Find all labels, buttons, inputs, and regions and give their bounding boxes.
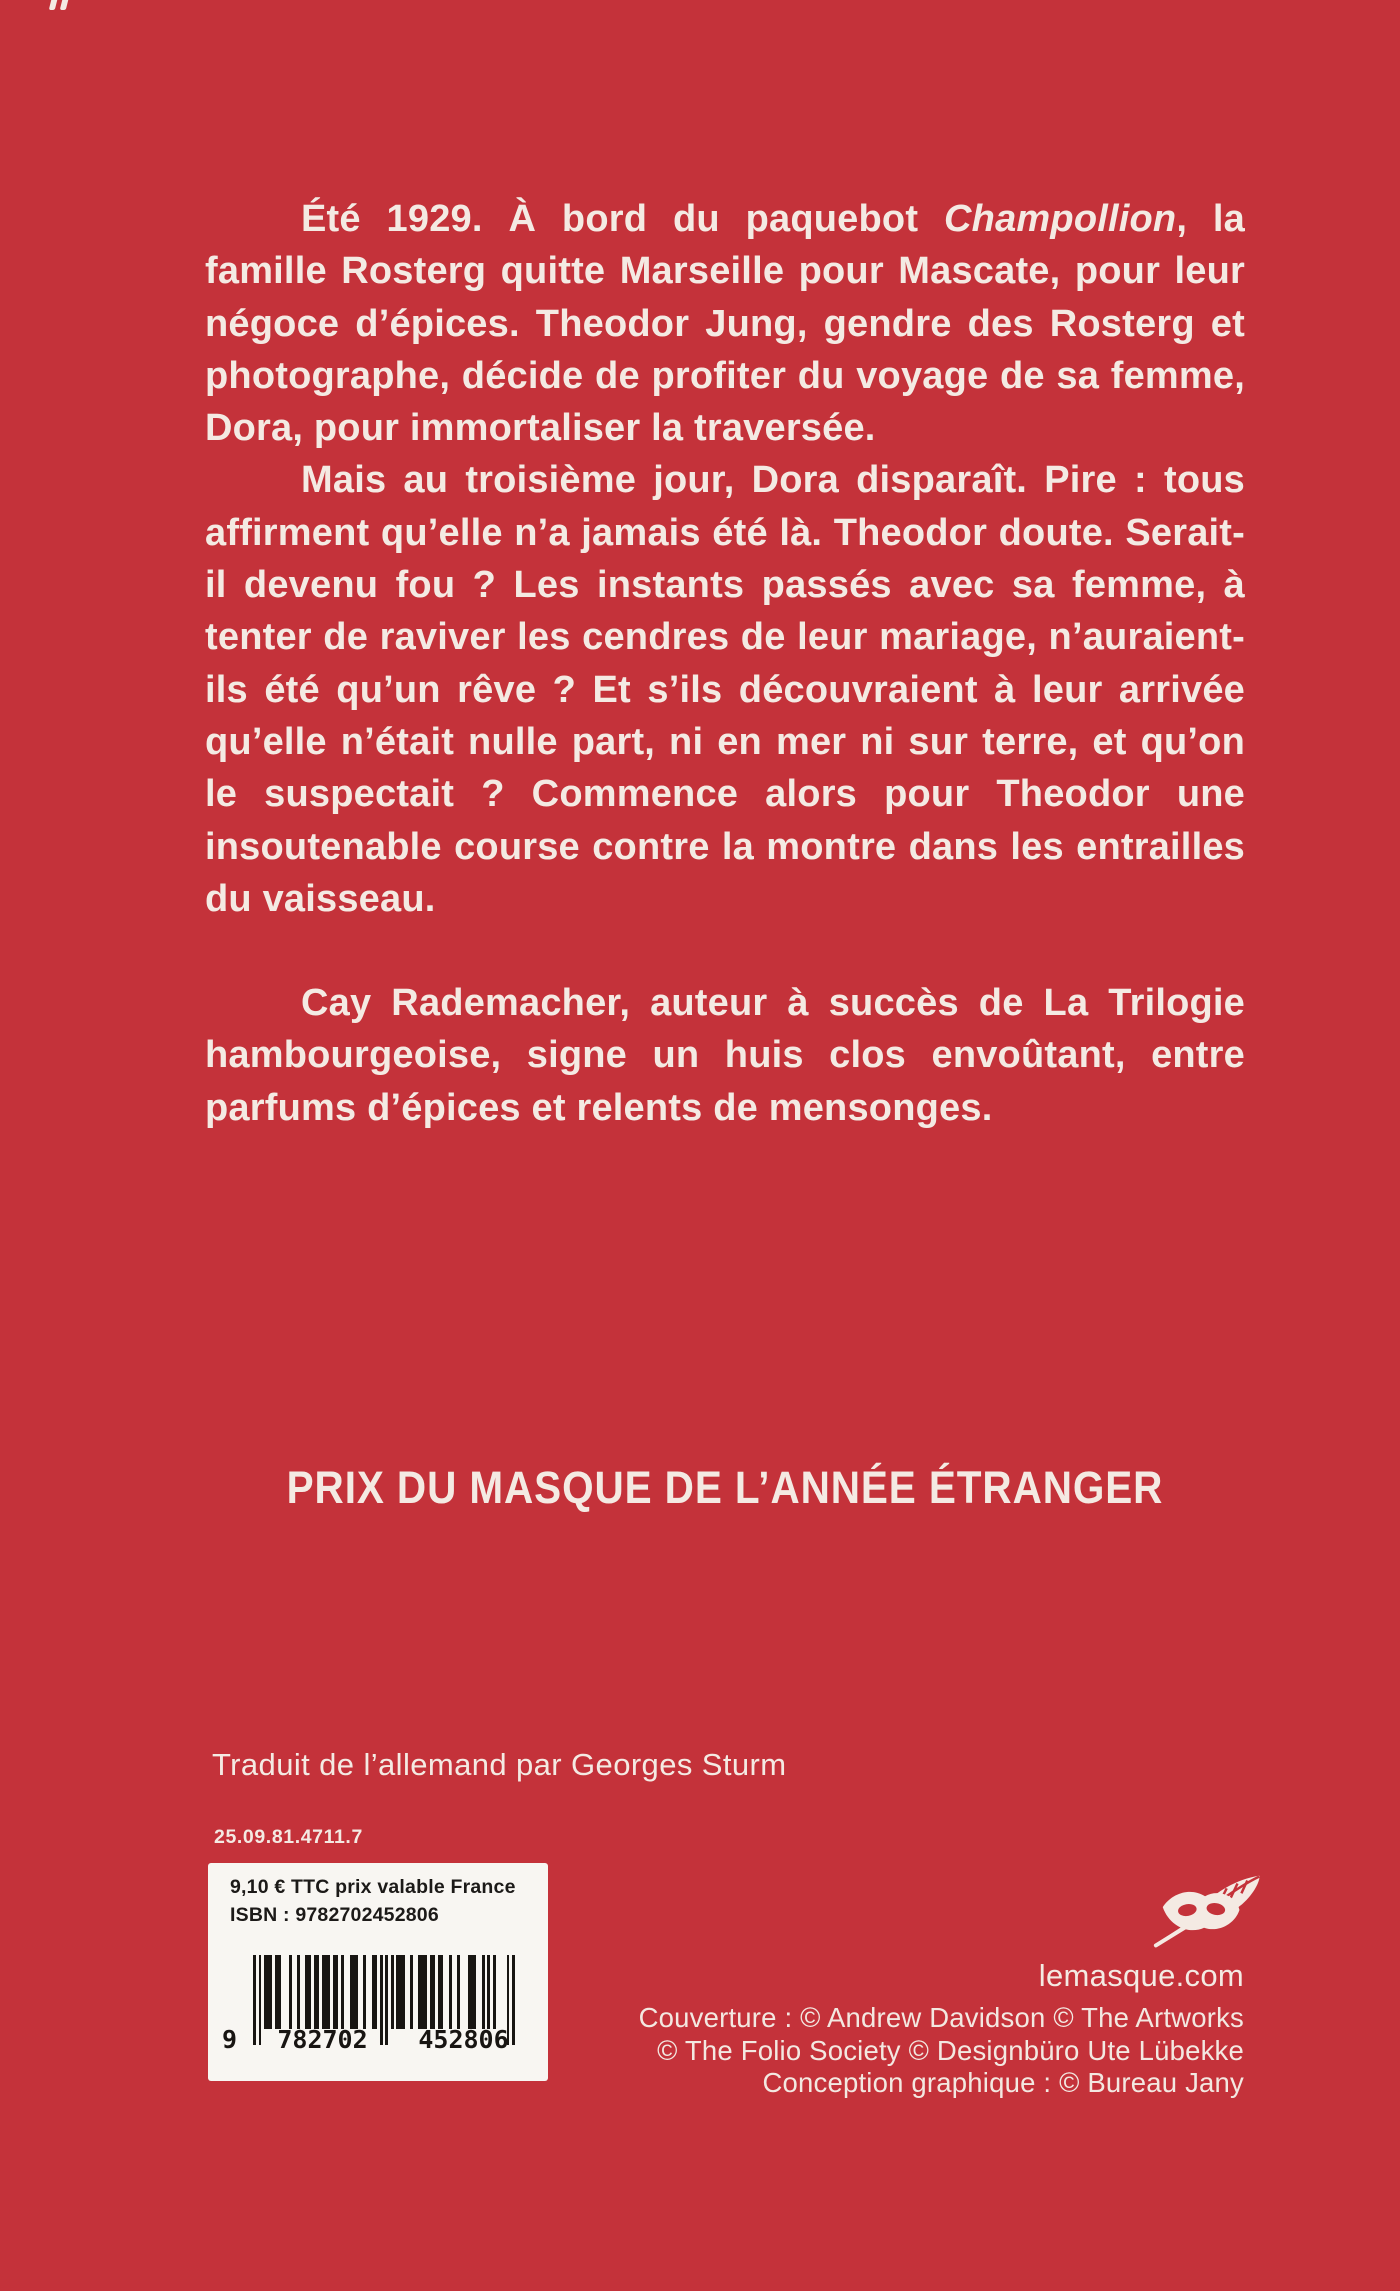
ship-name: Champollion	[944, 198, 1177, 240]
barcode-digits	[222, 2025, 534, 2054]
synopsis-paragraph-1	[205, 193, 1245, 454]
credit-line-cover-2: © The Folio Society © Designbüro Ute Lübekke	[657, 2034, 1244, 2066]
isbn-line: ISBN : 9782702452806	[230, 1904, 439, 1926]
synopsis-text: , la famille Rosterg quitte Marseille pour Mascate, pour leur négoce d’épices. Theodor Jung, gendre des Rosterg et photographe, décide de profiter du voyage de sa femme, Dora, pour immortaliser la traversée.	[205, 198, 1245, 450]
barcode-digit-group: 452806	[418, 2025, 509, 2054]
lemasque-mask-feather-logo-icon	[1148, 1868, 1266, 1954]
translator-line: Traduit de l’allemand par Georges Sturm	[212, 1747, 787, 1782]
barcode-digit-group: 9	[222, 2025, 238, 2054]
credit-line-cover: Couverture : © Andrew Davidson © The Artworks	[638, 2002, 1244, 2033]
publisher-website: lemasque.com	[1038, 1958, 1244, 1993]
price-barcode-box	[208, 1863, 548, 2081]
reference-number: 25.09.81.4711.7	[214, 1826, 363, 1848]
price-line: 9,10 € TTC prix valable France	[230, 1876, 516, 1898]
award-line: PRIX DU MASQUE DE L’ANNÉE ÉTRANGER	[286, 1462, 1164, 1513]
synopsis-paragraph-2: Mais au troisième jour, Dora disparaît. Pire : tous affirment qu’elle n’a jamais été là. Theodor doute. Serait-il devenu fou ? Les instants passés avec sa femme, à tenter de raviver les cendres de leur mariage, n’auraient-ils été qu’un rêve ? Et s’ils découvraient à leur arrivée qu’elle n’était nulle part, ni en mer ni sur terre, et qu’on le suspectait ? Commence alors pour Theodor une insoutenable course contre la montre dans les entrailles du vaisseau.	[205, 459, 1245, 920]
synopsis-text: Été 1929. À bord du paquebot	[301, 198, 945, 240]
credits-block	[639, 2002, 1244, 2100]
synopsis	[205, 193, 1245, 1134]
synopsis-paragraph-3: Cay Rademacher, auteur à succès de La Trilogie hambourgeoise, signe un huis clos envoûtant, entre parfums d’épices et relents de mensonges.	[205, 982, 1245, 1129]
barcode-digit-group: 782702	[277, 2025, 368, 2054]
credit-line-design: Conception graphique : © Bureau Jany	[762, 2067, 1244, 2098]
page-edge-artifact	[50, 0, 72, 10]
